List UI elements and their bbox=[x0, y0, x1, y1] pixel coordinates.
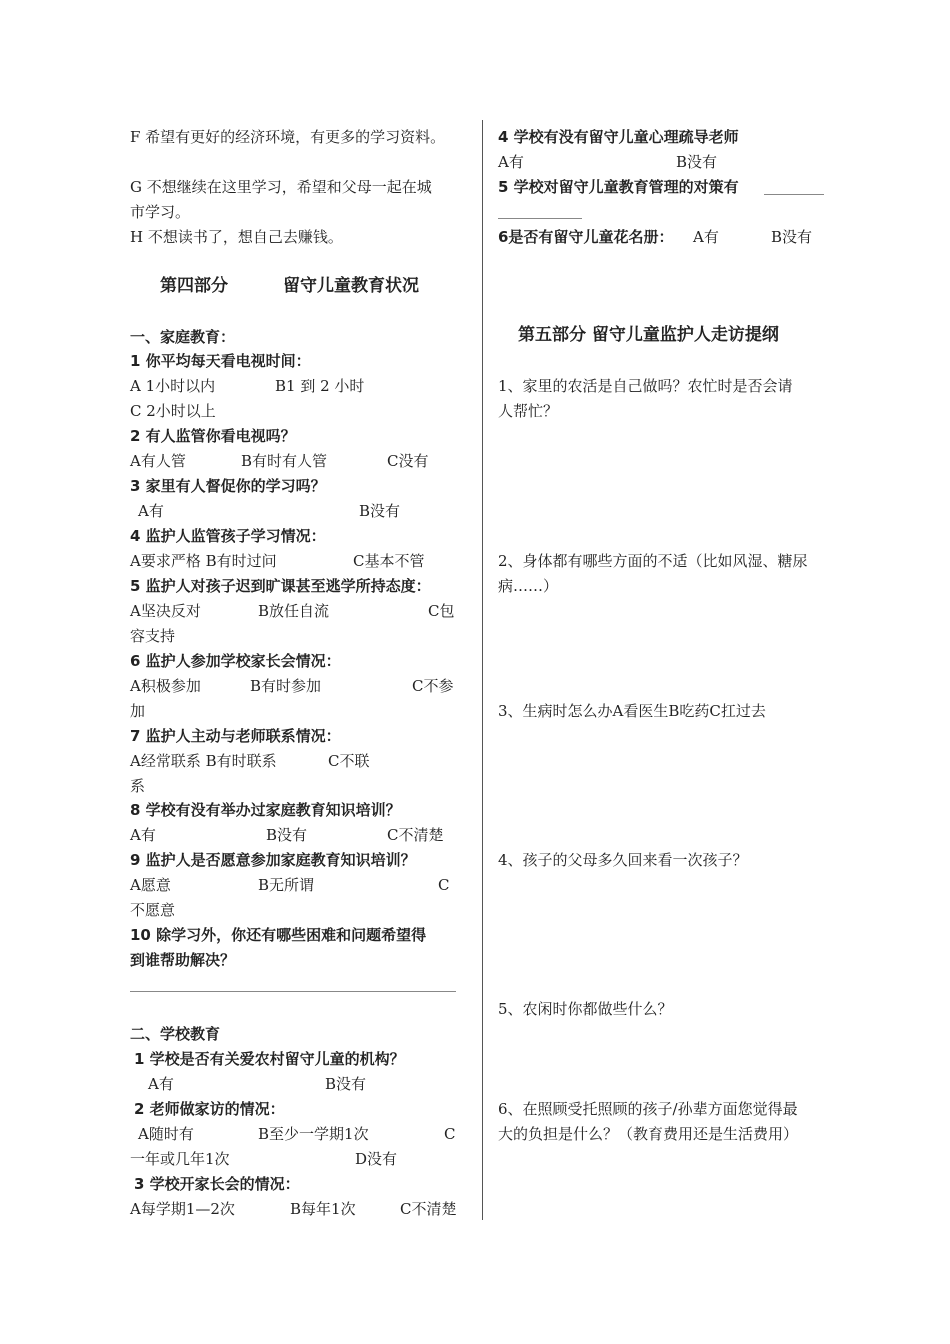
q9-option-c: C bbox=[438, 876, 450, 894]
s2-option-c: C bbox=[444, 1125, 456, 1143]
question-10-line2: 到谁帮助解决？ bbox=[130, 951, 236, 969]
school-question-2: 2 老师做家访的情况： bbox=[134, 1100, 285, 1118]
r6-option-b: B没有 bbox=[771, 228, 813, 246]
visit-question-1-line2: 人帮忙？ bbox=[498, 402, 559, 420]
q8-option-c: C不清楚 bbox=[387, 826, 444, 844]
visit-question-4: 4、孩子的父母多久回来看一次孩子？ bbox=[498, 851, 748, 869]
school-question-6: 6是否有留守儿童花名册： bbox=[498, 228, 674, 246]
q5-option-b: B放任自流 bbox=[258, 602, 330, 620]
question-8: 8 学校有没有举办过家庭教育知识培训？ bbox=[130, 801, 401, 819]
visit-question-2-line2: 病……） bbox=[498, 577, 559, 595]
question-3: 3 家里有人督促你的学习吗？ bbox=[130, 477, 326, 495]
question-2: 2 有人监管你看电视吗？ bbox=[130, 427, 296, 445]
school-question-4: 4 学校有没有留守儿童心理疏导老师 bbox=[498, 128, 739, 146]
section-family-education: 一、家庭教育： bbox=[130, 328, 236, 346]
q5-option-c-cont: 容支持 bbox=[130, 627, 176, 645]
question-9: 9 监护人是否愿意参加家庭教育知识培训？ bbox=[130, 851, 416, 869]
q2-option-a: A有人管 bbox=[130, 452, 186, 470]
q5-option-c: C包 bbox=[428, 602, 455, 620]
q6-option-b: B有时参加 bbox=[250, 677, 322, 695]
q8-option-a: A有 bbox=[130, 826, 156, 844]
r6-option-a: A有 bbox=[693, 228, 719, 246]
s1-option-a: A有 bbox=[148, 1075, 174, 1093]
school-question-5: 5 学校对留守儿童教育管理的对策有 bbox=[498, 178, 739, 196]
s3-option-c: C不清楚 bbox=[400, 1200, 457, 1218]
section-school-education: 二、学校教育 bbox=[130, 1025, 221, 1043]
s2-option-d: D没有 bbox=[355, 1150, 398, 1168]
visit-question-6-line1: 6、在照顾受托照顾的孩子/孙辈方面您觉得最 bbox=[498, 1100, 798, 1118]
part4-label: 第四部分 bbox=[160, 276, 228, 296]
s3-option-a: A每学期1—2次 bbox=[130, 1200, 235, 1218]
part5-title: 第五部分 留守儿童监护人走访提纲 bbox=[518, 325, 779, 345]
q4-options-ab: A要求严格 B有时过问 bbox=[130, 552, 277, 570]
visit-question-6-line2: 大的负担是什么？（教育费用还是生活费用） bbox=[498, 1125, 799, 1143]
s2-option-c-cont: 一年或几年1次 bbox=[130, 1150, 230, 1168]
column-divider bbox=[482, 120, 483, 1220]
r4-option-a: A有 bbox=[498, 153, 524, 171]
q6-option-c-cont: 加 bbox=[130, 702, 146, 720]
q8-option-b: B没有 bbox=[266, 826, 308, 844]
question-6: 6 监护人参加学校家长会情况： bbox=[130, 652, 341, 670]
visit-question-1-line1: 1、家里的农活是自己做吗？农忙时是否会请 bbox=[498, 377, 793, 395]
question-5: 5 监护人对孩子迟到旷课甚至逃学所持态度： bbox=[130, 577, 431, 595]
s2-option-b: B至少一学期1次 bbox=[258, 1125, 369, 1143]
q2-option-b: B有时有人管 bbox=[241, 452, 328, 470]
s1-option-b: B没有 bbox=[325, 1075, 367, 1093]
q1-option-c: C 2小时以上 bbox=[130, 402, 216, 420]
r4-option-b: B没有 bbox=[676, 153, 718, 171]
option-g-line1: G 不想继续在这里学习，希望和父母一起在城 bbox=[130, 178, 432, 196]
s2-option-a: A随时有 bbox=[138, 1125, 194, 1143]
q7-option-c-cont: 系 bbox=[130, 777, 146, 795]
option-h: H 不想读书了，想自己去赚钱。 bbox=[130, 228, 343, 246]
visit-question-2-line1: 2、身体都有哪些方面的不适（比如风湿、糖尿 bbox=[498, 552, 808, 570]
q2-option-c: C没有 bbox=[387, 452, 429, 470]
question-7: 7 监护人主动与老师联系情况： bbox=[130, 727, 341, 745]
q7-options-ab: A经常联系 B有时联系 bbox=[130, 752, 277, 770]
school-question-3: 3 学校开家长会的情况： bbox=[134, 1175, 300, 1193]
question-10-line1: 10 除学习外，你还有哪些困难和问题希望得 bbox=[130, 926, 427, 944]
visit-question-3: 3、生病时怎么办A看医生B吃药C扛过去 bbox=[498, 702, 766, 720]
q3-option-a: A有 bbox=[138, 502, 164, 520]
option-f: F 希望有更好的经济环境，有更多的学习资料。 bbox=[130, 128, 446, 146]
q6-option-a: A积极参加 bbox=[130, 677, 201, 695]
answer-blank-2 bbox=[498, 218, 582, 219]
q5-option-a: A坚决反对 bbox=[130, 602, 201, 620]
question-1: 1 你平均每天看电视时间： bbox=[130, 352, 311, 370]
q1-option-a: A 1小时以内 bbox=[130, 377, 216, 395]
answer-blank-1 bbox=[764, 194, 824, 195]
q4-option-c: C基本不管 bbox=[353, 552, 425, 570]
question-4: 4 监护人监管孩子学习情况： bbox=[130, 527, 326, 545]
visit-question-5: 5、农闲时你都做些什么？ bbox=[498, 1000, 673, 1018]
q9-option-c-cont: 不愿意 bbox=[130, 901, 176, 919]
q7-option-c: C不联 bbox=[328, 752, 370, 770]
q9-option-b: B无所谓 bbox=[258, 876, 315, 894]
part4-title: 留守儿童教育状况 bbox=[283, 276, 419, 296]
q9-option-a: A愿意 bbox=[130, 876, 171, 894]
answer-line bbox=[130, 991, 456, 992]
q6-option-c: C不参 bbox=[412, 677, 454, 695]
option-g-line2: 市学习。 bbox=[130, 203, 191, 221]
q3-option-b: B没有 bbox=[359, 502, 401, 520]
school-question-1: 1 学校是否有关爱农村留守儿童的机构？ bbox=[134, 1050, 405, 1068]
q1-option-b: B1 到 2 小时 bbox=[275, 377, 365, 395]
s3-option-b: B每年1次 bbox=[290, 1200, 356, 1218]
